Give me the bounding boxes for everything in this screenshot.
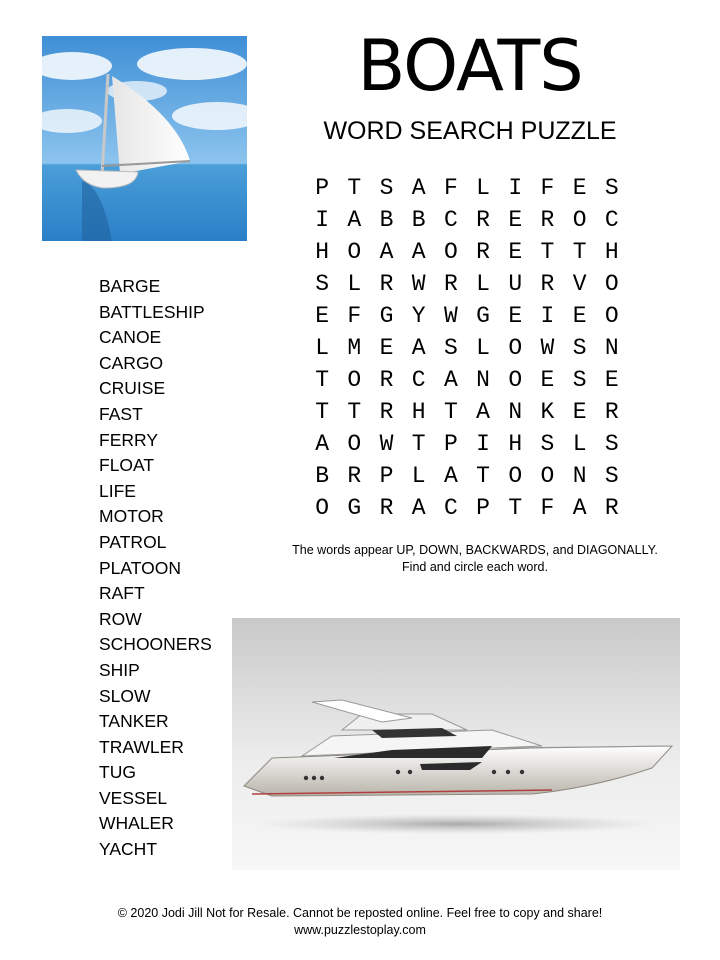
grid-letter: R <box>604 399 619 425</box>
grid-letter: A <box>411 239 426 265</box>
grid-row <box>306 300 628 332</box>
grid-row <box>306 332 628 364</box>
grid-letter: E <box>508 239 523 265</box>
grid-letter: B <box>315 463 329 489</box>
grid-letter: G <box>347 495 362 521</box>
grid-letter: T <box>315 367 329 393</box>
grid-row <box>306 172 628 204</box>
grid-letter: H <box>411 399 426 425</box>
grid-letter: T <box>411 431 426 457</box>
grid-letter: O <box>540 463 555 489</box>
grid-letter: T <box>443 399 458 425</box>
grid-letter: S <box>315 271 329 297</box>
footer <box>0 905 720 939</box>
grid-letter: S <box>604 431 619 457</box>
grid-row <box>306 492 628 524</box>
grid-letter: T <box>347 399 362 425</box>
grid-letter: E <box>572 175 587 201</box>
grid-letter: O <box>347 431 362 457</box>
grid-letter: H <box>604 239 619 265</box>
grid-letter: R <box>379 399 394 425</box>
grid-letter: K <box>540 399 555 425</box>
instructions <box>270 542 680 576</box>
grid-letter: A <box>443 367 458 393</box>
grid-letter: R <box>604 495 619 521</box>
grid-letter: E <box>540 367 555 393</box>
grid-letter: O <box>315 495 329 521</box>
grid-letter: S <box>604 175 619 201</box>
grid-letter: W <box>411 271 426 297</box>
grid-letter: S <box>443 335 458 361</box>
grid-letter: E <box>508 303 523 329</box>
word-list-item: BARGE <box>99 276 161 296</box>
word-list-item: PATROL <box>99 531 167 552</box>
grid-letter: R <box>347 463 362 489</box>
grid-letter: I <box>540 303 555 329</box>
word-list-item: SLOW <box>99 685 151 706</box>
grid-letter: B <box>379 207 394 233</box>
grid-row <box>306 460 628 492</box>
grid-letter: R <box>476 239 490 265</box>
grid-letter: A <box>315 431 329 457</box>
word-list-item: TANKER <box>99 711 169 732</box>
grid-letter: E <box>572 399 587 425</box>
grid-letter: H <box>508 431 523 457</box>
grid-letter: L <box>347 271 362 297</box>
word-list-item: TRAWLER <box>99 736 184 757</box>
grid-letter: E <box>604 367 619 393</box>
grid-letter: S <box>540 431 555 457</box>
grid-letter: P <box>476 495 490 521</box>
grid-letter: O <box>508 335 523 361</box>
grid-letter: N <box>476 367 490 393</box>
yacht-illustration <box>232 618 680 870</box>
grid-letter: F <box>347 303 362 329</box>
grid-letter: O <box>572 207 587 233</box>
grid-letter: F <box>540 495 555 521</box>
grid-letter: Y <box>411 303 426 329</box>
grid-letter: W <box>540 335 555 361</box>
grid-letter: L <box>476 175 490 201</box>
grid-letter: A <box>379 239 394 265</box>
grid-letter: S <box>604 463 619 489</box>
grid-letter: L <box>476 271 490 297</box>
grid-letter: I <box>476 431 490 457</box>
word-list-item: SCHOONERS <box>99 634 212 655</box>
grid-letter: C <box>411 367 426 393</box>
grid-letter: A <box>443 463 458 489</box>
grid-letter: B <box>411 207 426 233</box>
instructions-line-1: The words appear UP, DOWN, BACKWARDS, and DIAGONALLY. <box>292 543 658 557</box>
grid-letter: T <box>540 239 555 265</box>
grid-letter: E <box>572 303 587 329</box>
grid-letter: A <box>572 495 587 521</box>
grid-letter: P <box>379 463 394 489</box>
grid-letter: A <box>347 207 362 233</box>
word-list-item: VESSEL <box>99 787 168 808</box>
grid-row <box>306 268 628 300</box>
grid-letter: O <box>347 367 362 393</box>
page-title: BOATS <box>357 25 583 107</box>
instructions-line-2: Find and circle each word. <box>402 560 548 574</box>
grid-letter: O <box>604 303 619 329</box>
grid-letter: L <box>476 335 490 361</box>
word-list-item: PLATOON <box>99 557 182 578</box>
grid-letter: P <box>315 175 329 201</box>
grid-letter: R <box>379 271 394 297</box>
word-list-item: FAST <box>99 403 143 424</box>
grid-letter: T <box>572 239 587 265</box>
grid-letter: T <box>476 463 490 489</box>
grid-letter: O <box>508 367 523 393</box>
grid-letter: R <box>476 207 490 233</box>
grid-letter: S <box>572 335 587 361</box>
grid-letter: G <box>476 303 490 329</box>
letter-grid <box>306 172 628 524</box>
grid-letter: O <box>347 239 362 265</box>
grid-letter: N <box>508 399 523 425</box>
word-list-item: CARGO <box>99 352 164 373</box>
word-list-item: MOTOR <box>99 506 164 527</box>
grid-letter: L <box>315 335 329 361</box>
grid-row <box>306 364 628 396</box>
grid-letter: N <box>604 335 619 361</box>
grid-letter: A <box>411 335 426 361</box>
grid-letter: N <box>572 463 587 489</box>
word-list-item: FLOAT <box>99 455 155 476</box>
word-list <box>99 274 212 863</box>
grid-letter: S <box>379 175 394 201</box>
word-list-item: CANOE <box>99 327 162 348</box>
grid-row <box>306 236 628 268</box>
grid-letter: G <box>379 303 394 329</box>
grid-letter: O <box>443 239 458 265</box>
grid-letter: E <box>508 207 523 233</box>
grid-letter: R <box>379 495 394 521</box>
word-list-item: WHALER <box>99 813 174 834</box>
grid-letter: F <box>443 175 458 201</box>
grid-letter: R <box>540 271 555 297</box>
grid-row <box>306 428 628 460</box>
grid-letter: F <box>540 175 555 201</box>
grid-letter: C <box>443 207 458 233</box>
grid-letter: O <box>604 271 619 297</box>
grid-letter: P <box>443 431 458 457</box>
grid-row <box>306 204 628 236</box>
grid-letter: R <box>379 367 394 393</box>
page-subtitle: WORD SEARCH PUZZLE <box>323 117 617 145</box>
grid-letter: I <box>508 175 523 201</box>
grid-letter: C <box>443 495 458 521</box>
grid-letter: L <box>411 463 426 489</box>
grid-row <box>306 396 628 428</box>
word-list-item: SHIP <box>99 659 140 680</box>
grid-letter: E <box>315 303 329 329</box>
grid-letter: S <box>572 367 587 393</box>
grid-letter: L <box>572 431 587 457</box>
grid-letter: T <box>347 175 362 201</box>
grid-letter: A <box>476 399 490 425</box>
grid-letter: W <box>379 431 394 457</box>
word-list-item: CRUISE <box>99 378 166 399</box>
word-list-item: TUG <box>99 762 136 783</box>
grid-letter: M <box>347 335 362 361</box>
website-url: www.puzzlestoplay.com <box>294 923 426 937</box>
grid-letter: W <box>443 303 458 329</box>
grid-letter: R <box>540 207 555 233</box>
grid-letter: A <box>411 495 426 521</box>
grid-letter: E <box>379 335 394 361</box>
grid-letter: T <box>315 399 329 425</box>
grid-letter: C <box>604 207 619 233</box>
grid-letter: A <box>411 175 426 201</box>
word-list-item: LIFE <box>99 480 136 501</box>
word-list-item: FERRY <box>99 429 158 450</box>
grid-letter: I <box>315 207 329 233</box>
grid-letter: R <box>443 271 458 297</box>
grid-letter: O <box>508 463 523 489</box>
grid-letter: H <box>315 239 329 265</box>
grid-letter: T <box>508 495 523 521</box>
grid-letter: V <box>572 271 587 297</box>
grid-letter: U <box>508 271 523 297</box>
word-list-item: BATTLESHIP <box>99 301 205 322</box>
word-list-item: YACHT <box>99 839 158 860</box>
word-list-item: ROW <box>99 608 142 629</box>
sailboat-illustration <box>42 36 247 241</box>
copyright-notice: © 2020 Jodi Jill Not for Resale. Cannot be reposted online. Feel free to copy and share! <box>117 906 603 920</box>
word-list-item: RAFT <box>99 583 145 604</box>
